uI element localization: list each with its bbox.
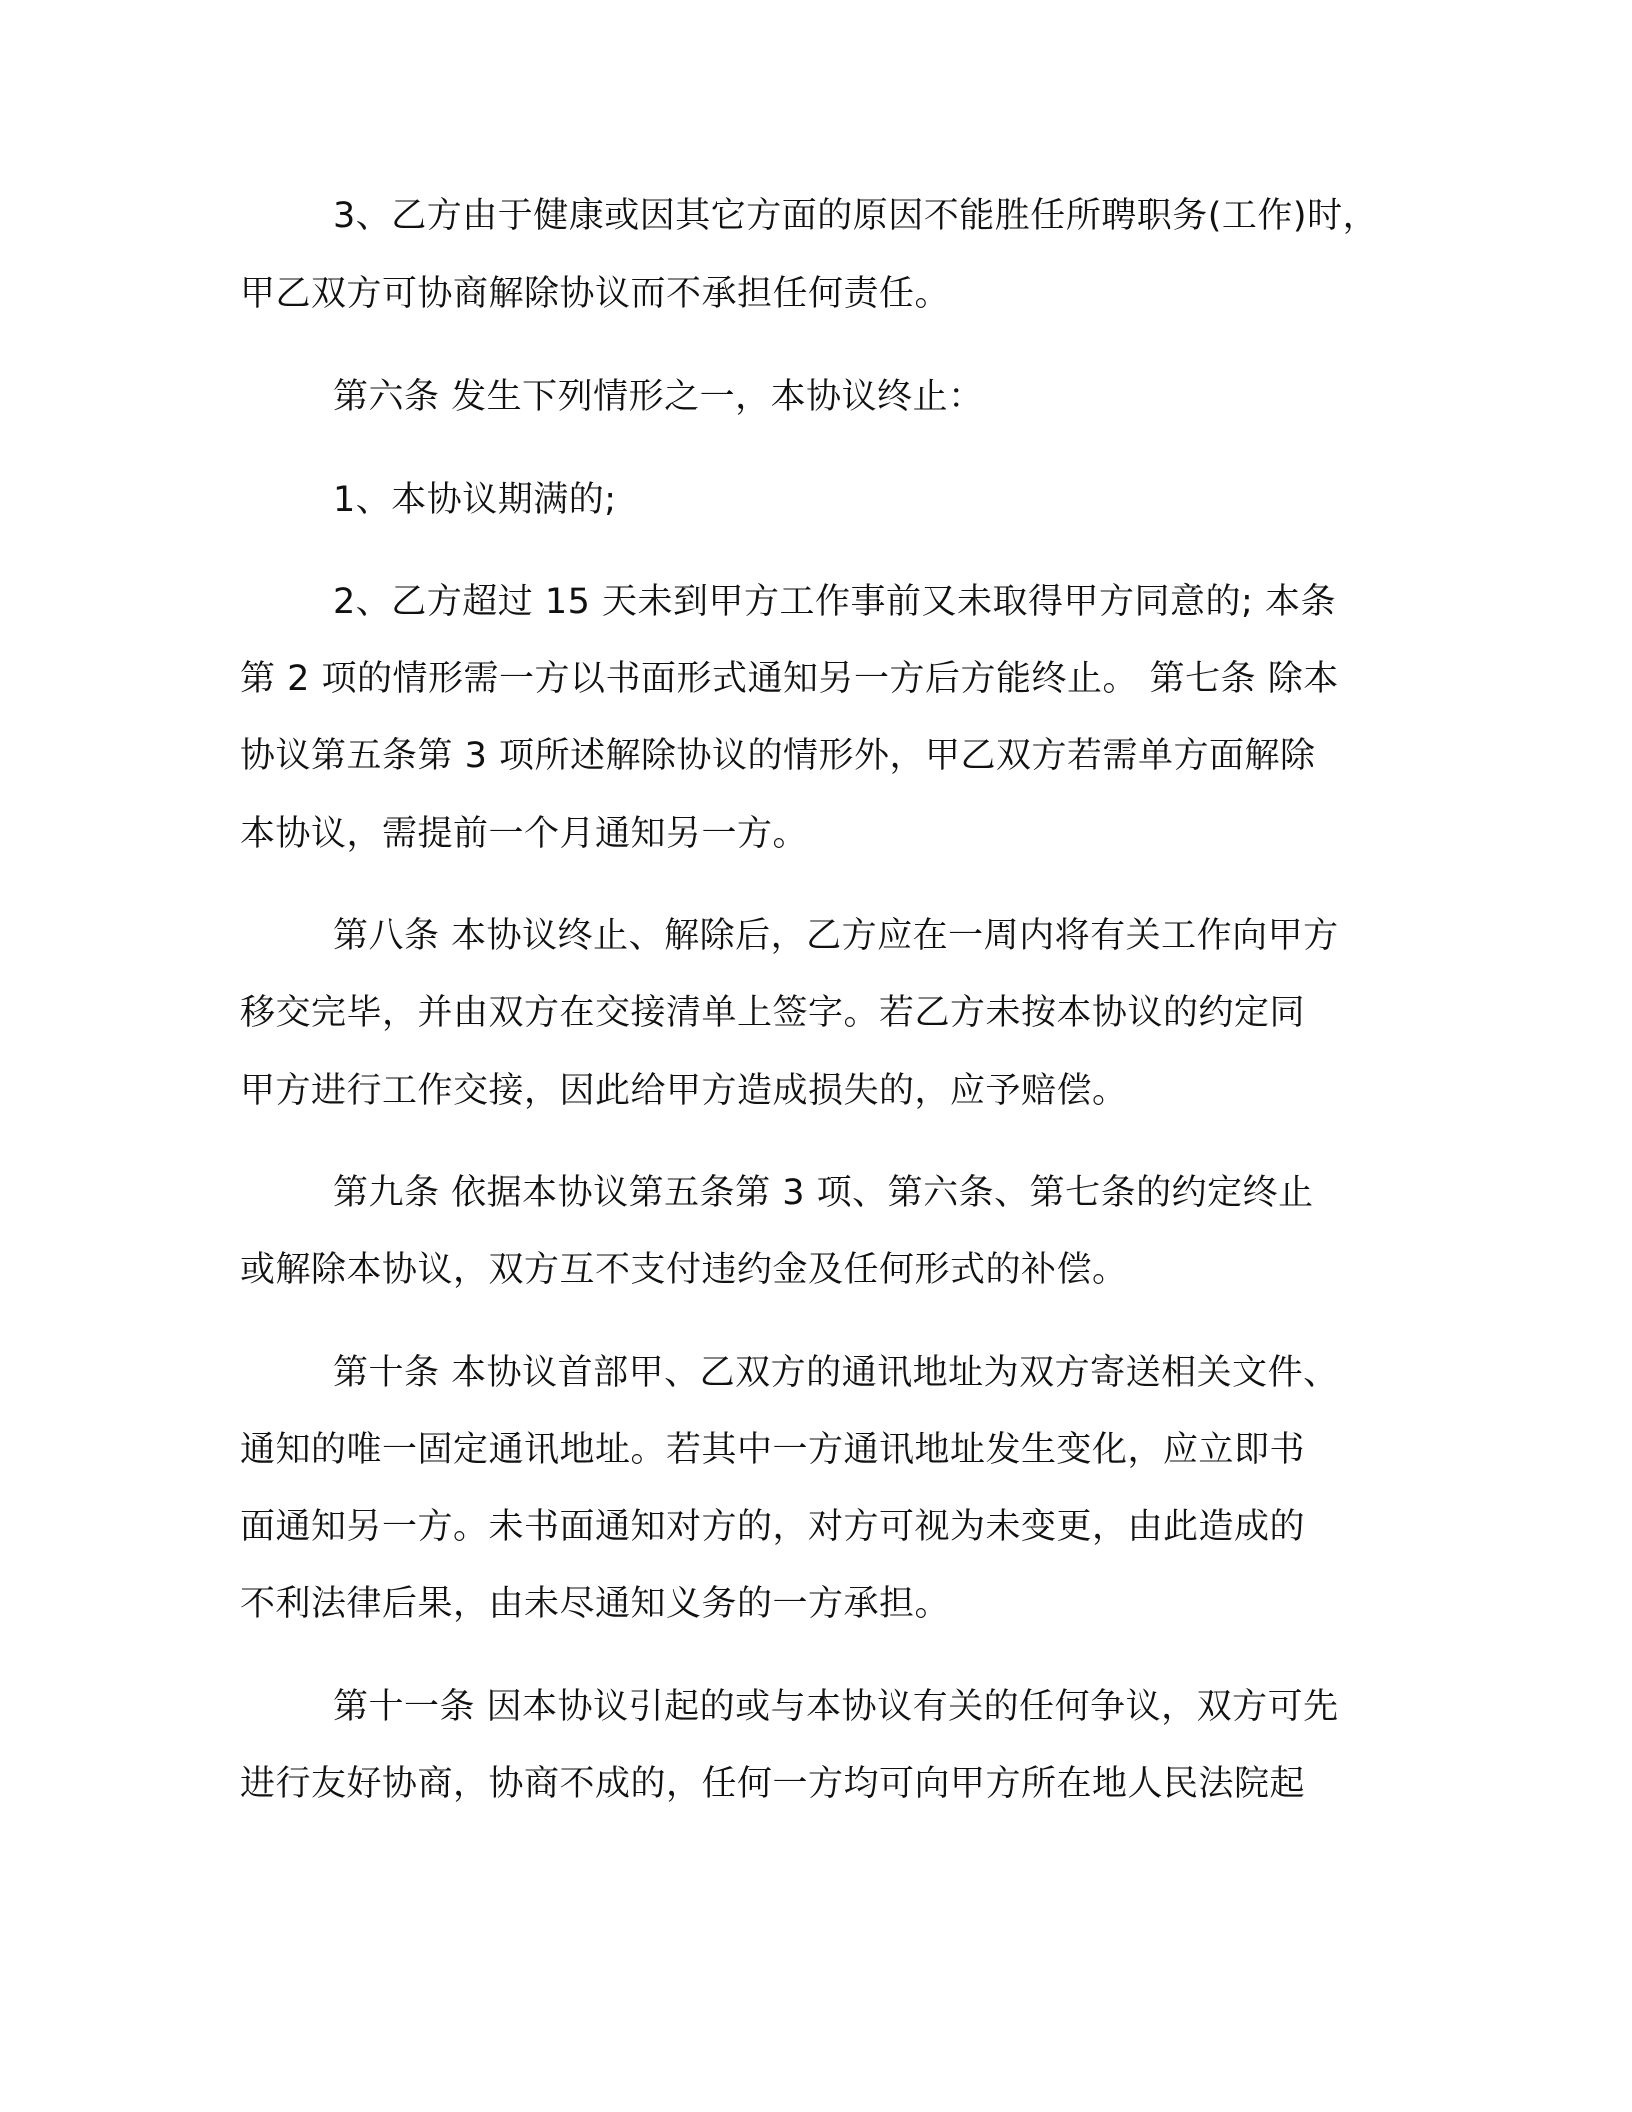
text-line: 或解除本协议，双方互不支付违约金及任何形式的补偿。 xyxy=(240,1250,1128,1290)
text-line: 协议第五条第 3 项所述解除协议的情形外，甲乙双方若需单方面解除 xyxy=(240,736,1316,776)
text-line: 第 2 项的情形需一方以书面形式通知另一方后方能终止。 第七条 除本 xyxy=(240,659,1339,699)
text-line: 1、本协议期满的; xyxy=(333,480,617,520)
text-line: 移交完毕，并由双方在交接清单上签字。若乙方未按本协议的约定同 xyxy=(240,993,1306,1033)
text-line: 甲乙双方可协商解除协议而不承担任何责任。 xyxy=(240,274,951,314)
text-line: 通知的唯一固定通讯地址。若其中一方通讯地址发生变化，应立即书 xyxy=(240,1430,1306,1470)
text-line: 第九条 依据本协议第五条第 3 项、第六条、第七条的约定终止 xyxy=(333,1173,1314,1213)
text-line: 3、乙方由于健康或因其它方面的原因不能胜任所聘职务(工作)时， xyxy=(333,196,1379,236)
text-line: 进行友好协商，协商不成的，任何一方均可向甲方所在地人民法院起 xyxy=(240,1764,1306,1804)
text-line: 第六条 发生下列情形之一，本协议终止： xyxy=(333,377,984,417)
text-line: 第八条 本协议终止、解除后，乙方应在一周内将有关工作向甲方 xyxy=(333,916,1339,956)
text-line: 第十一条 因本协议引起的或与本协议有关的任何争议，双方可先 xyxy=(333,1687,1339,1727)
text-line: 面通知另一方。未书面通知对方的，对方可视为未变更，由此造成的 xyxy=(240,1507,1306,1547)
text-line: 第十条 本协议首部甲、乙双方的通讯地址为双方寄送相关文件、 xyxy=(333,1353,1339,1393)
text-line: 甲方进行工作交接，因此给甲方造成损失的，应予赔偿。 xyxy=(240,1071,1128,1111)
text-line: 2、乙方超过 15 天未到甲方工作事前又未取得甲方同意的; 本条 xyxy=(333,582,1336,622)
text-line: 不利法律后果，由未尽通知义务的一方承担。 xyxy=(240,1584,951,1624)
text-line: 本协议，需提前一个月通知另一方。 xyxy=(240,814,809,854)
